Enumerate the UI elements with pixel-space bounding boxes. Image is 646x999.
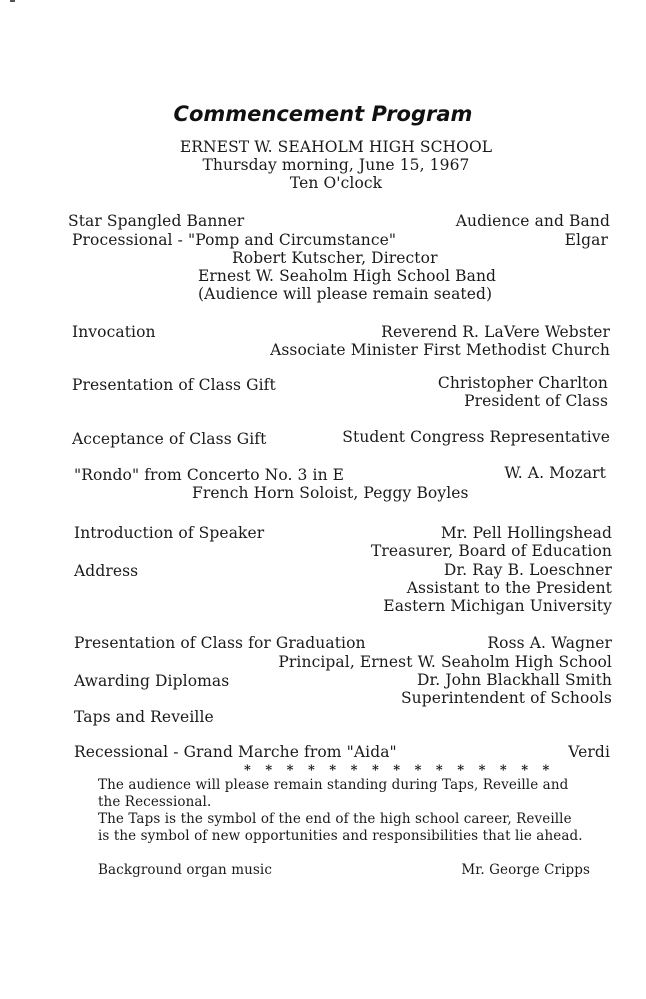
rondo-composer: W. A. Mozart [504,464,606,482]
rondo-label: "Rondo" from Concerto No. 3 in E [74,466,345,484]
acceptance-by: Student Congress Representative [342,428,610,446]
graduation-by-title: Principal, Ernest W. Seaholm High School [278,653,612,671]
note-taps-line1: The Taps is the symbol of the end of the high school career, Reveille [98,811,572,827]
separator-stars: * * * * * * * * * * * * * * * [244,763,555,778]
graduation-label: Presentation of Class for Graduation [74,634,366,652]
address-label: Address [74,562,139,580]
page-title: Commencement Program [173,102,473,126]
recessional-composer: Verdi [568,743,610,761]
diplomas-by-title: Superintendent of Schools [400,689,612,707]
invocation-label: Invocation [72,323,156,341]
organ-by: Mr. George Cripps [461,862,590,878]
invocation-speaker: Reverend R. LaVere Webster [381,323,610,341]
class-gift-presenter-title: President of Class [464,392,608,410]
introduction-by: Mr. Pell Hollingshead [440,524,612,542]
school-name: ERNEST W. SEAHOLM HIGH SCHOOL [179,138,493,156]
address-speaker: Dr. Ray B. Loeschner [443,561,612,579]
diplomas-by: Dr. John Blackhall Smith [416,671,612,689]
processional-director: Robert Kutscher, Director [232,249,438,267]
processional-band: Ernest W. Seaholm High School Band [198,267,497,285]
organ-label: Background organ music [98,862,273,878]
recessional-label: Recessional - Grand Marche from "Aida" [74,743,397,761]
processional-note: (Audience will please remain seated) [198,285,493,303]
scan-mark [10,0,15,2]
diplomas-label: Awarding Diplomas [74,672,230,690]
class-gift-label: Presentation of Class Gift [72,376,276,394]
graduation-by: Ross A. Wagner [487,634,612,652]
address-title2: Eastern Michigan University [383,597,612,615]
class-gift-presenter: Christopher Charlton [437,374,608,392]
invocation-title: Associate Minister First Methodist Church [270,341,610,359]
taps-label: Taps and Reveille [74,708,214,726]
introduction-label: Introduction of Speaker [74,524,265,542]
anthem-label: Star Spangled Banner [68,212,245,230]
processional-composer: Elgar [564,231,608,249]
note-standing-line2: the Recessional. [98,794,212,810]
introduction-by-title: Treasurer, Board of Education [370,542,612,560]
event-date: Thursday morning, June 15, 1967 [202,156,470,174]
event-time: Ten O'clock [289,174,383,192]
rondo-soloist: French Horn Soloist, Peggy Boyles [192,484,469,502]
note-standing-line1: The audience will please remain standing during Taps, Reveille and [98,777,569,793]
processional-label: Processional - "Pomp and Circumstance" [72,231,397,249]
address-title1: Assistant to the President [406,579,612,597]
note-taps-line2: is the symbol of new opportunities and responsibilities that lie ahead. [98,828,583,844]
anthem-performer: Audience and Band [455,212,610,230]
acceptance-label: Acceptance of Class Gift [72,430,267,448]
